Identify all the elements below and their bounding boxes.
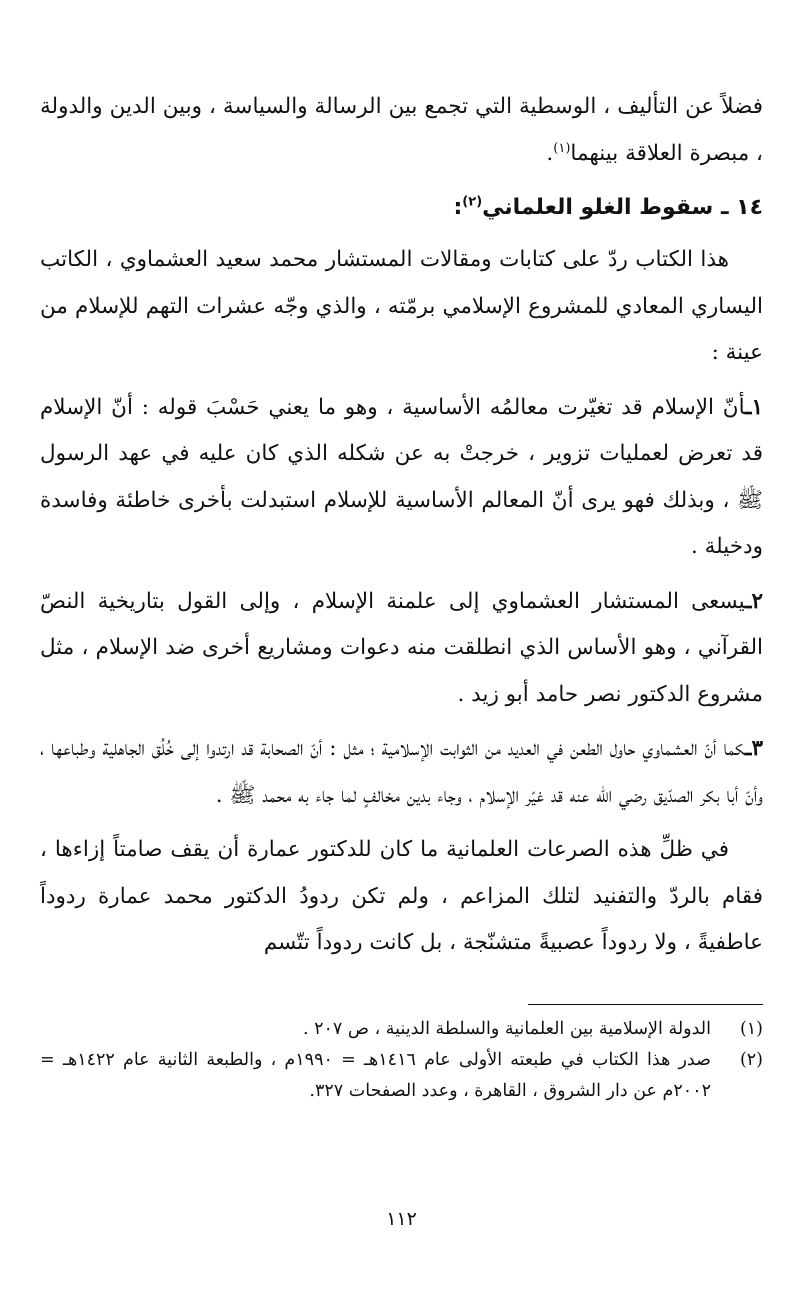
footnote-item [40, 1045, 763, 1107]
page-number: ١١٢ [386, 1208, 417, 1230]
footnote-text: صدر هذا الكتاب في طبعته الأولى عام ١٤١٦هـ = ١٩٩٠م ، والطبعة الثانية عام ١٤٢٢هـ = ٢٠٠٢م عن دار الشروق ، القاهرة ، وعدد الصفحات ٣٢٧. [40, 1050, 711, 1101]
main-text [40, 84, 763, 975]
footnote-number: (١) [739, 1019, 763, 1039]
heading-tail: : [453, 195, 463, 220]
list-number: ١ـ [745, 394, 763, 420]
list-number: ٢ـ [745, 588, 763, 614]
paragraph-text: في ظلِّ هذه الصرعات العلمانية ما كان للدكتور عمارة أن يقف صامتاً إزاءها ، فقام بالردّ والتفنيد لتلك المزاعم ، ولم تكن ردودُ الدكتور محمد عمارة ردوداً عاطفيةً ، ولا ردوداً عصبيةً متشنّجة ، بل كانت ردوداً تتّسم [40, 837, 763, 955]
paragraph-text: فضلاً عن التأليف ، الوسطية التي تجمع بين الرسالة والسياسة ، وبين الدين والدولة ، مبصرة العلاقة بينهما [40, 94, 763, 166]
footnote-number: (٢) [739, 1050, 763, 1070]
list-item-3 [40, 726, 763, 819]
paragraph-intro [40, 237, 763, 377]
paragraph-text: هذا الكتاب ردّ على كتابات ومقالات المستشار محمد سعيد العشماوي ، الكاتب اليساري المعادي للمشروع الإسلامي برمّته ، والذي وجّه عشرات التهم للإسلام من عينة : [40, 247, 763, 365]
list-item-1 [40, 385, 763, 571]
list-number: ٣ـ [745, 736, 763, 761]
list-item-text: أنّ الإسلام قد تغيّرت معالمُه الأساسية ، وهو ما يعني حَسْبَ قوله : أنّ الإسلام قد تعرض لعمليات تزوير ، خرجتْ به عن شكله الذي كان عليه في عهد الرسول ﷺ ، وبذلك فهو يرى أنّ المعالم الأساسية للإسلام استبدلت بأخرى خاطئة وفاسدة ودخيلة . [40, 394, 763, 559]
footnote-item [40, 1014, 763, 1045]
section-heading [40, 185, 763, 231]
list-item-2 [40, 579, 763, 719]
footnotes [40, 1014, 763, 1107]
paragraph-closing [40, 827, 763, 967]
footnote-ref[interactable]: (٢) [462, 194, 483, 210]
list-item-text: كما أنّ العشماوي حاول الطعن في العديد من الثوابت الإسلامية ؛ مثل : أنّ الصحابة قد ارتدوا إلى خُلُق الجاهلية وطباعها ، وأنّ أبا بكر الصدّيق رضي الله عنه قد غيّر الإسلام ، وجاء بدين مخالفٍ لما جاء به محمد ﷺ . [40, 736, 763, 808]
footnote-divider [528, 1004, 763, 1005]
list-item-text: يسعى المستشار العشماوي إلى علمنة الإسلام ، وإلى القول بتاريخية النصّ القرآني ، وهو الأساس الذي انطلقت منه دعوات ومشاريع أخرى ضد الإسلام ، مثل مشروع الدكتور نصر حامد أبو زيد . [40, 588, 763, 707]
footnote-ref[interactable]: (١) [553, 140, 571, 156]
paragraph-tail: . [546, 140, 554, 166]
paragraph-continuation [40, 84, 763, 177]
section-heading-text: ١٤ ـ سقوط الغلو العلماني [482, 195, 763, 220]
footnote-text: الدولة الإسلامية بين العلمانية والسلطة الدينية ، ص ٢٠٧ . [302, 1019, 711, 1039]
